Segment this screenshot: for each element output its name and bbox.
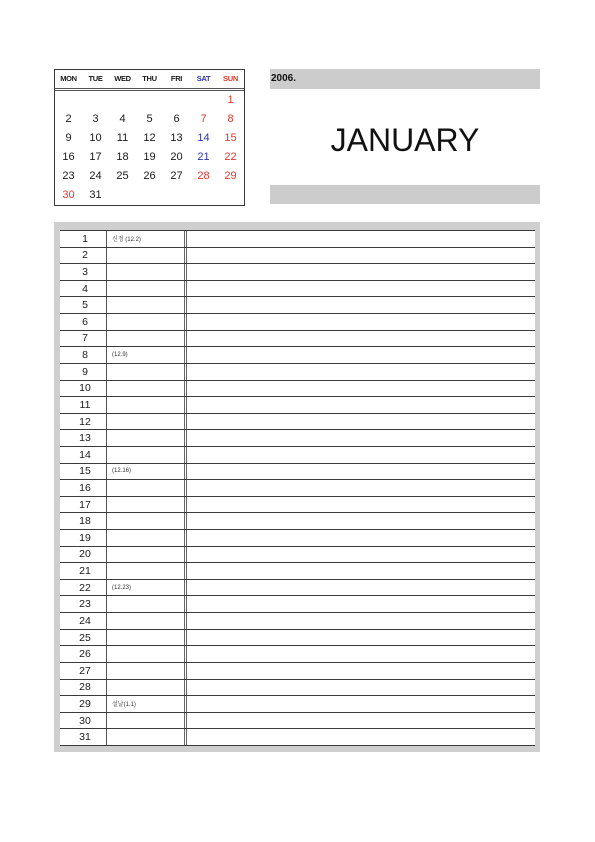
lunar-date-note <box>107 497 187 513</box>
memo-cell <box>187 613 535 629</box>
weekday-label-sun: SUN <box>223 74 238 83</box>
weekday-label-tue: TUE <box>88 74 103 83</box>
memo-cell <box>187 248 535 264</box>
calendar-day: 10 <box>89 132 102 144</box>
calendar-day: 12 <box>143 132 156 144</box>
calendar-day: 22 <box>224 151 237 163</box>
planner-row <box>60 447 535 464</box>
memo-cell <box>187 314 535 330</box>
planner-row <box>60 381 535 398</box>
calendar-day: 3 <box>92 113 99 125</box>
day-number: 26 <box>60 646 107 662</box>
day-number: 22 <box>60 580 107 596</box>
memo-cell <box>187 646 535 662</box>
planner-row <box>60 364 535 381</box>
day-number: 21 <box>60 563 107 579</box>
planner-frame <box>54 222 540 752</box>
lunar-date-note: 설날(1.1) <box>107 696 187 712</box>
calendar-day: 4 <box>119 113 126 125</box>
memo-cell <box>187 281 535 297</box>
lunar-date-note <box>107 414 187 430</box>
memo-cell <box>187 264 535 280</box>
calendar-day: 6 <box>173 113 180 125</box>
memo-cell <box>187 480 535 496</box>
mini-calendar <box>54 69 245 206</box>
calendar-day: 1 <box>227 94 234 106</box>
calendar-empty-cell <box>190 186 217 205</box>
lunar-date-note <box>107 381 187 397</box>
day-number: 10 <box>60 381 107 397</box>
day-number: 28 <box>60 680 107 696</box>
memo-cell <box>187 713 535 729</box>
memo-cell <box>187 447 535 463</box>
lunar-date-note <box>107 530 187 546</box>
calendar-day: 19 <box>143 151 156 163</box>
day-number: 31 <box>60 729 107 745</box>
lunar-date-note <box>107 646 187 662</box>
memo-cell <box>187 231 535 247</box>
day-number: 16 <box>60 480 107 496</box>
year-label: 2006. <box>271 73 297 84</box>
planner-row <box>60 613 535 630</box>
planner-row <box>60 563 535 580</box>
lunar-date-note <box>107 513 187 529</box>
calendar-empty-cell <box>136 186 163 205</box>
calendar-day: 14 <box>197 132 210 144</box>
lunar-date-note <box>107 447 187 463</box>
lunar-date-note <box>107 713 187 729</box>
lunar-date-note <box>107 663 187 679</box>
day-number: 11 <box>60 397 107 413</box>
day-number: 24 <box>60 613 107 629</box>
memo-cell <box>187 397 535 413</box>
memo-cell <box>187 680 535 696</box>
planner-row <box>60 663 535 680</box>
memo-cell <box>187 729 535 745</box>
day-number: 20 <box>60 547 107 563</box>
day-number: 17 <box>60 497 107 513</box>
calendar-day: 20 <box>170 151 183 163</box>
day-number: 15 <box>60 464 107 480</box>
calendar-day: 27 <box>170 170 183 182</box>
lunar-date-note <box>107 430 187 446</box>
memo-cell <box>187 596 535 612</box>
year-banner <box>270 69 540 89</box>
calendar-empty-cell <box>163 186 190 205</box>
day-number: 27 <box>60 663 107 679</box>
lunar-date-note: (12.23) <box>107 580 187 596</box>
lunar-date-note <box>107 314 187 330</box>
weekday-label-mon: MON <box>60 74 77 83</box>
calendar-day: 24 <box>89 170 102 182</box>
lunar-date-note: (12.16) <box>107 464 187 480</box>
planner-row <box>60 248 535 265</box>
calendar-day: 11 <box>116 132 129 144</box>
day-number: 29 <box>60 696 107 712</box>
planner-row <box>60 430 535 447</box>
memo-cell <box>187 513 535 529</box>
planner-row <box>60 231 535 248</box>
memo-cell <box>187 580 535 596</box>
weekday-label-fri: FRI <box>170 74 183 83</box>
planner-row <box>60 580 535 597</box>
lunar-date-note <box>107 547 187 563</box>
planner-row <box>60 696 535 713</box>
planner-row <box>60 596 535 613</box>
day-number: 23 <box>60 596 107 612</box>
memo-cell <box>187 497 535 513</box>
planner-row <box>60 397 535 414</box>
planner-row <box>60 331 535 348</box>
lunar-date-note <box>107 397 187 413</box>
memo-cell <box>187 297 535 313</box>
memo-cell <box>187 364 535 380</box>
header-divider-bar <box>270 185 540 204</box>
memo-cell <box>187 430 535 446</box>
calendar-day: 13 <box>170 132 183 144</box>
calendar-day: 5 <box>146 113 153 125</box>
calendar-day: 7 <box>200 113 207 125</box>
lunar-date-note <box>107 596 187 612</box>
day-number: 18 <box>60 513 107 529</box>
lunar-date-note <box>107 680 187 696</box>
calendar-day: 16 <box>62 151 75 163</box>
calendar-empty-cell <box>55 91 82 110</box>
calendar-empty-cell <box>136 91 163 110</box>
planner-row <box>60 497 535 514</box>
weekday-label-wed: WED <box>114 74 131 83</box>
planner-row <box>60 264 535 281</box>
lunar-date-note <box>107 264 187 280</box>
weekday-label-thu: THU <box>142 74 157 83</box>
weekday-header <box>55 70 244 91</box>
day-number: 2 <box>60 248 107 264</box>
planner-row <box>60 480 535 497</box>
lunar-date-note <box>107 613 187 629</box>
planner-row <box>60 530 535 547</box>
lunar-date-note <box>107 364 187 380</box>
calendar-day: 23 <box>62 170 75 182</box>
day-number: 14 <box>60 447 107 463</box>
planner-row <box>60 713 535 730</box>
memo-cell <box>187 414 535 430</box>
memo-cell <box>187 347 535 363</box>
calendar-empty-cell <box>109 91 136 110</box>
planner-row <box>60 646 535 663</box>
memo-cell <box>187 530 535 546</box>
lunar-date-note: 신정 (12.2) <box>107 231 187 247</box>
calendar-day: 26 <box>143 170 156 182</box>
calendar-day: 18 <box>116 151 129 163</box>
day-number: 4 <box>60 281 107 297</box>
day-number: 30 <box>60 713 107 729</box>
memo-cell <box>187 331 535 347</box>
day-number: 13 <box>60 430 107 446</box>
planner-row <box>60 314 535 331</box>
planner-row <box>60 464 535 481</box>
day-number: 12 <box>60 414 107 430</box>
planner-row <box>60 513 535 530</box>
planner-row <box>60 630 535 647</box>
memo-cell <box>187 464 535 480</box>
planner-row <box>60 547 535 564</box>
memo-cell <box>187 630 535 646</box>
planner-row <box>60 297 535 314</box>
memo-cell <box>187 696 535 712</box>
lunar-date-note <box>107 331 187 347</box>
calendar-empty-cell <box>82 91 109 110</box>
lunar-date-note <box>107 630 187 646</box>
lunar-date-note <box>107 563 187 579</box>
memo-cell <box>187 663 535 679</box>
memo-cell <box>187 563 535 579</box>
lunar-date-note <box>107 297 187 313</box>
day-number: 9 <box>60 364 107 380</box>
calendar-day: 31 <box>89 189 102 201</box>
weekday-label-sat: SAT <box>196 74 211 83</box>
calendar-day: 30 <box>62 189 75 201</box>
planner-row <box>60 347 535 364</box>
memo-cell <box>187 547 535 563</box>
calendar-day: 15 <box>224 132 237 144</box>
planner-table <box>60 230 535 746</box>
planner-row <box>60 414 535 431</box>
day-number: 6 <box>60 314 107 330</box>
planner-row <box>60 281 535 298</box>
calendar-empty-cell <box>163 91 190 110</box>
calendar-empty-cell <box>109 186 136 205</box>
calendar-empty-cell <box>217 186 244 205</box>
lunar-date-note <box>107 281 187 297</box>
lunar-date-note <box>107 248 187 264</box>
calendar-day: 28 <box>197 170 210 182</box>
planner-row <box>60 680 535 697</box>
calendar-day: 29 <box>224 170 237 182</box>
calendar-day: 25 <box>116 170 129 182</box>
calendar-empty-cell <box>190 91 217 110</box>
calendar-day: 17 <box>89 151 102 163</box>
calendar-day: 2 <box>65 113 72 125</box>
day-number: 5 <box>60 297 107 313</box>
calendar-day: 8 <box>227 113 234 125</box>
calendar-days-grid <box>55 91 244 205</box>
memo-cell <box>187 381 535 397</box>
day-number: 3 <box>60 264 107 280</box>
lunar-date-note <box>107 729 187 745</box>
calendar-day: 9 <box>65 132 72 144</box>
day-number: 19 <box>60 530 107 546</box>
month-title: JANUARY <box>330 122 480 158</box>
day-number: 7 <box>60 331 107 347</box>
calendar-day: 21 <box>197 151 210 163</box>
day-number: 25 <box>60 630 107 646</box>
lunar-date-note <box>107 480 187 496</box>
lunar-date-note: (12.9) <box>107 347 187 363</box>
planner-row <box>60 729 535 746</box>
day-number: 8 <box>60 347 107 363</box>
day-number: 1 <box>60 231 107 247</box>
